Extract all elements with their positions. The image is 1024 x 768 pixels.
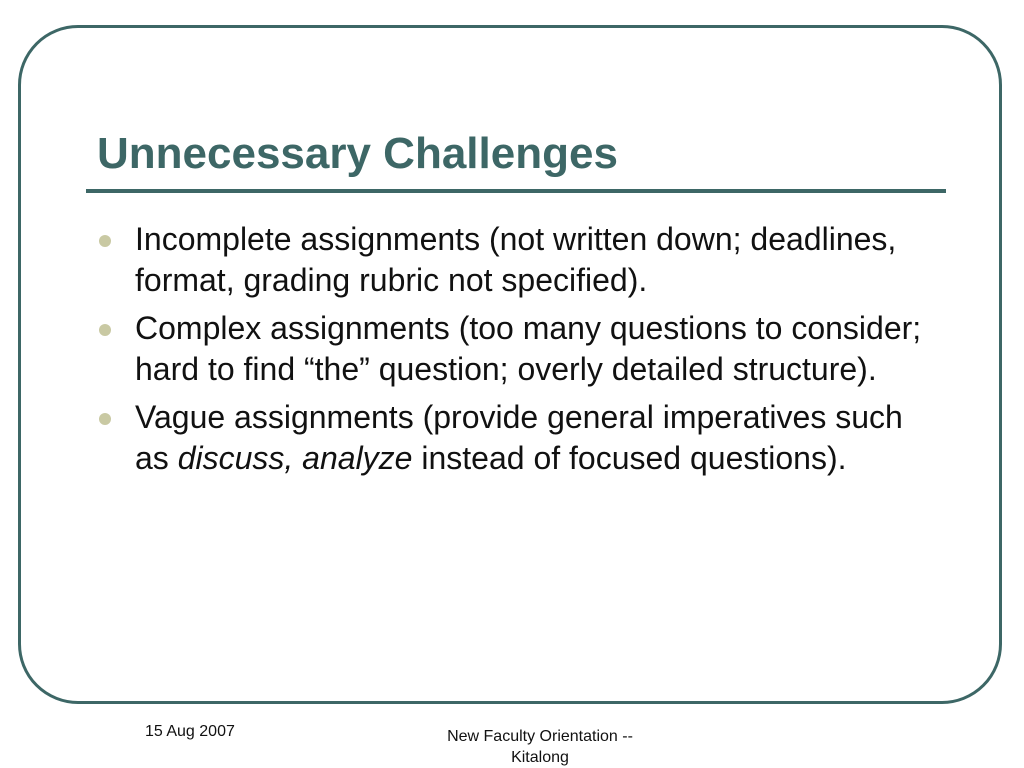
footer-caption-line1: New Faculty Orientation --	[447, 728, 633, 745]
bullet-text-after: instead of focused questions).	[412, 440, 847, 476]
footer-caption-line2: Kitalong	[511, 749, 569, 766]
bullet-item	[97, 397, 927, 479]
bullet-item	[97, 308, 927, 390]
bullet-text-before: Vague assignments (provide general imperatives such as	[135, 399, 903, 476]
bullet-emphasis: discuss, analyze	[177, 440, 413, 476]
bullet-dot-icon	[99, 324, 111, 336]
bullet-text: Complex assignments (too many questions to consider; hard to find “the” question; overly detailed structure).	[135, 310, 922, 387]
title-underline	[86, 189, 946, 193]
slide-title: Unnecessary Challenges	[97, 129, 618, 178]
bullet-dot-icon	[99, 413, 111, 425]
footer-date: 15 Aug 2007	[145, 723, 235, 740]
bullet-dot-icon	[99, 235, 111, 247]
footer-caption	[410, 726, 670, 768]
bullet-item	[97, 219, 927, 301]
bullet-list	[97, 219, 927, 486]
bullet-text: Incomplete assignments (not written down; deadlines, format, grading rubric not specified).	[135, 221, 897, 298]
